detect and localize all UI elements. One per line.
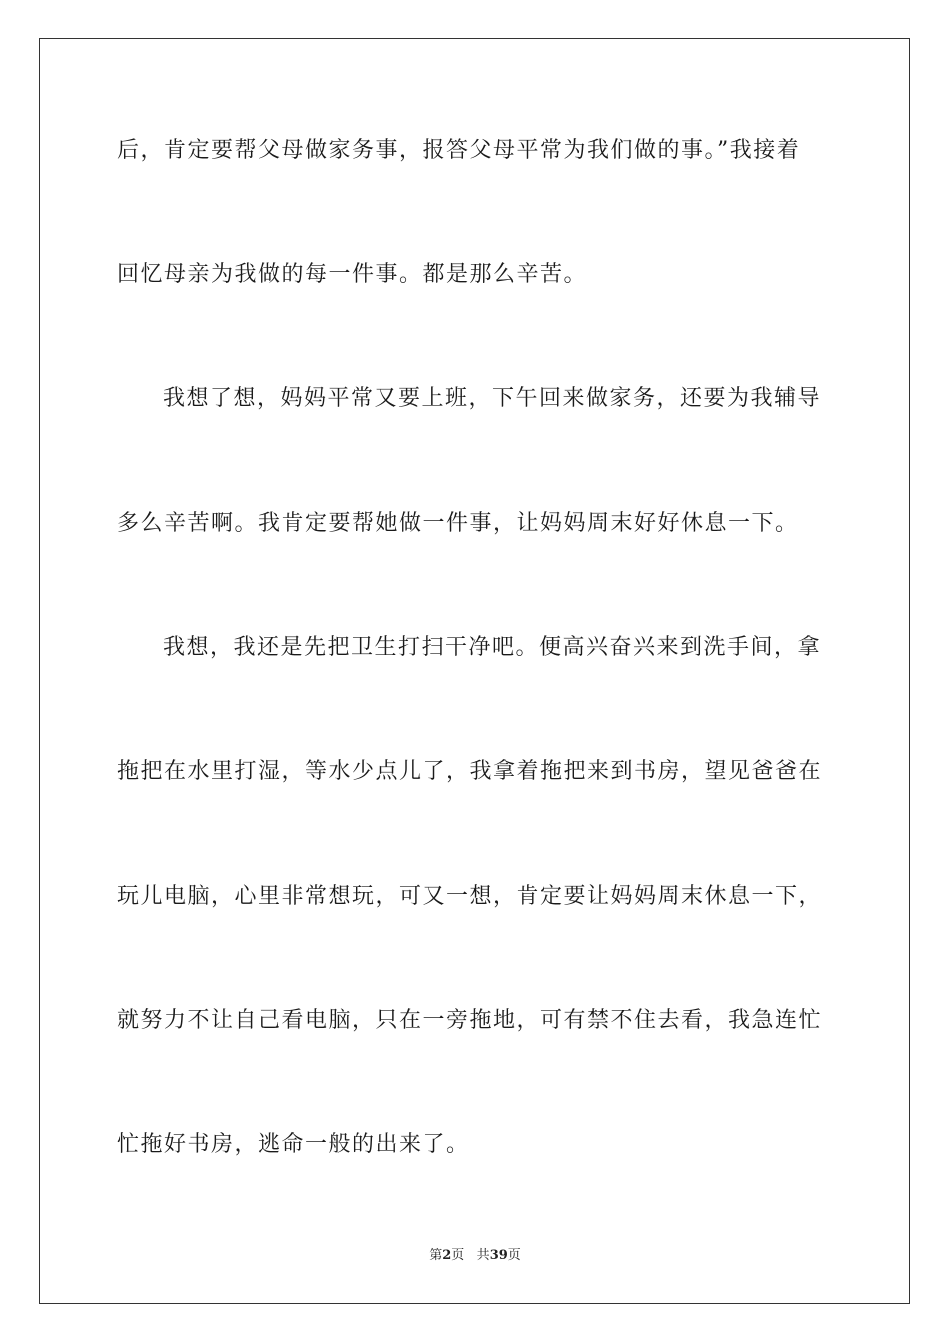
paragraph-line: 就努力不让自己看电脑，只在一旁拖地，可有禁不住去看，我急连忙 <box>117 1008 823 1033</box>
paragraph-line: 忙拖好书房，逃命一般的出来了。 <box>117 1132 470 1157</box>
paragraph-line: 我想，我还是先把卫生打扫干净吧。便高兴奋兴来到洗手间，拿 <box>163 635 822 660</box>
paragraph-line: 玩儿电脑，心里非常想玩，可又一想，肯定要让妈妈周末休息一下， <box>117 884 823 909</box>
page-prefix: 第 <box>429 1248 443 1263</box>
page-border <box>39 38 910 1304</box>
total-prefix: 共 <box>476 1248 490 1263</box>
paragraph-line: 回忆母亲为我做的每一件事。都是那么辛苦。 <box>117 262 588 287</box>
paragraph-line: 我想了想，妈妈平常又要上班，下午回来做家务，还要为我辅导 <box>163 386 822 411</box>
page-number: 2 <box>442 1248 452 1263</box>
paragraph-line: 多么辛苦啊。我肯定要帮她做一件事，让妈妈周末好好休息一下。 <box>117 511 799 536</box>
page-footer <box>0 1247 950 1265</box>
page-suffix: 页 <box>451 1248 465 1263</box>
paragraph-line: 拖把在水里打湿，等水少点儿了，我拿着拖把来到书房，望见爸爸在 <box>117 759 823 784</box>
total-suffix: 页 <box>507 1248 521 1263</box>
paragraph-line: 后，肯定要帮父母做家务事，报答父母平常为我们做的事。”我接着 <box>117 138 801 163</box>
total-pages: 39 <box>489 1248 508 1263</box>
